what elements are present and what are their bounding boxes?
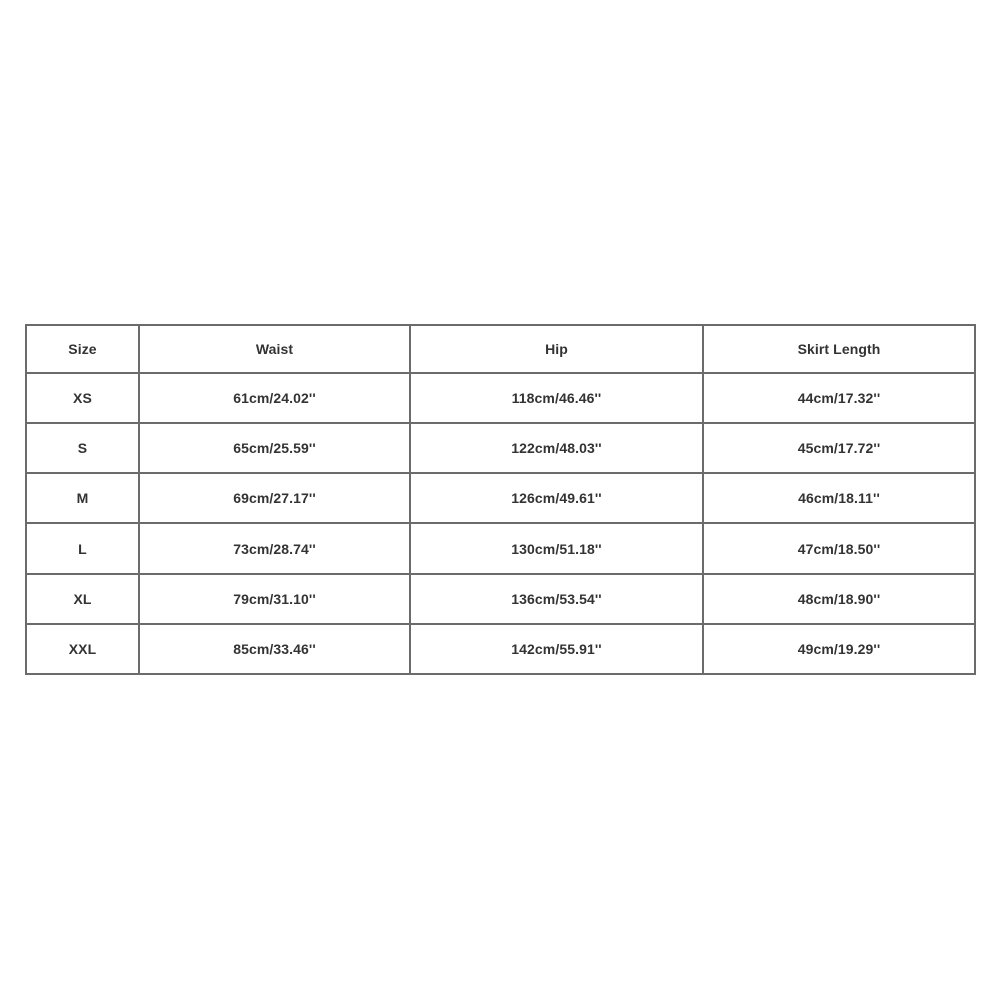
cell-hip: 142cm/55.91'' <box>410 624 703 674</box>
cell-skirt-length: 48cm/18.90'' <box>703 574 975 624</box>
cell-skirt-length: 47cm/18.50'' <box>703 523 975 573</box>
table-row <box>26 423 975 473</box>
header-skirt-length: Skirt Length <box>703 325 975 373</box>
table-row <box>26 523 975 573</box>
cell-hip: 126cm/49.61'' <box>410 473 703 523</box>
cell-size: L <box>26 523 139 573</box>
cell-size: XXL <box>26 624 139 674</box>
cell-waist: 79cm/31.10'' <box>139 574 410 624</box>
cell-hip: 118cm/46.46'' <box>410 373 703 423</box>
table-row <box>26 373 975 423</box>
cell-size: M <box>26 473 139 523</box>
table-row <box>26 624 975 674</box>
cell-hip: 130cm/51.18'' <box>410 523 703 573</box>
cell-size: S <box>26 423 139 473</box>
cell-skirt-length: 46cm/18.11'' <box>703 473 975 523</box>
cell-size: XS <box>26 373 139 423</box>
header-waist: Waist <box>139 325 410 373</box>
cell-waist: 65cm/25.59'' <box>139 423 410 473</box>
cell-skirt-length: 44cm/17.32'' <box>703 373 975 423</box>
table-header-row <box>26 325 975 373</box>
header-hip: Hip <box>410 325 703 373</box>
cell-hip: 122cm/48.03'' <box>410 423 703 473</box>
cell-skirt-length: 45cm/17.72'' <box>703 423 975 473</box>
cell-hip: 136cm/53.54'' <box>410 574 703 624</box>
cell-waist: 73cm/28.74'' <box>139 523 410 573</box>
cell-waist: 69cm/27.17'' <box>139 473 410 523</box>
cell-size: XL <box>26 574 139 624</box>
table-row <box>26 574 975 624</box>
cell-waist: 85cm/33.46'' <box>139 624 410 674</box>
cell-skirt-length: 49cm/19.29'' <box>703 624 975 674</box>
header-size: Size <box>26 325 139 373</box>
size-chart-table <box>25 324 976 675</box>
table-row <box>26 473 975 523</box>
cell-waist: 61cm/24.02'' <box>139 373 410 423</box>
